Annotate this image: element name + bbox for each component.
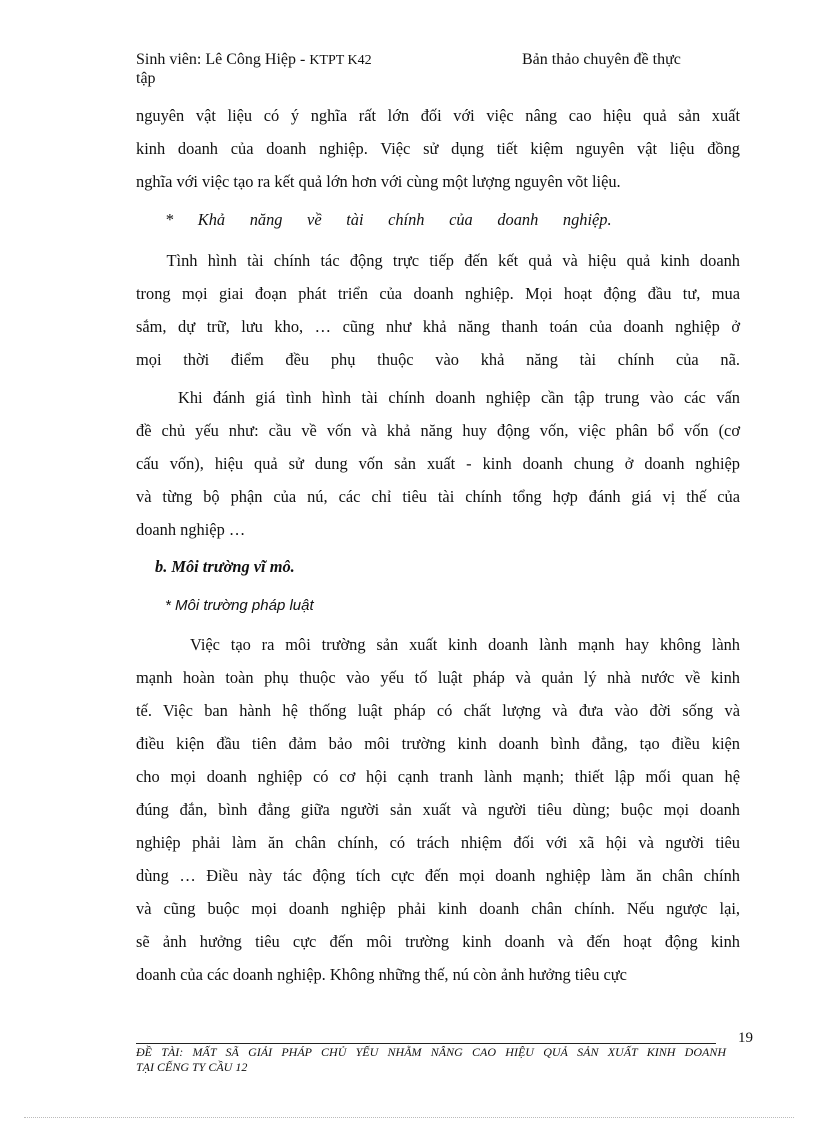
document-type: Bản thảo chuyên đề thực bbox=[522, 51, 681, 68]
document-type-wrap: tập bbox=[136, 70, 156, 87]
paragraph-line: kinh doanh của doanh nghiệp. Việc sử dụng tiết kiệm nguyên vật liệu đồng bbox=[136, 139, 740, 158]
paragraph-line: đề chủ yếu như: cầu về vốn và khả năng huy động vốn, việc phân bổ vốn (cơ bbox=[136, 421, 740, 440]
paragraph-line: mạnh hoàn toàn phụ thuộc vào yếu tố luật pháp và quản lý nhà nước về kinh bbox=[136, 668, 740, 687]
section-heading: b. Môi trường vĩ mô. bbox=[155, 557, 295, 576]
student-label: Sinh viên: Lê Công Hiệp - bbox=[136, 51, 310, 68]
paragraph-line: nghĩa với việc tạo ra kết quả lớn hơn với cùng một lượng nguyên võt liệu. bbox=[136, 172, 621, 191]
paragraph-line: và từng bộ phận của nú, các chỉ tiêu tài chính tổng hợp đánh giá vị thế của bbox=[136, 487, 740, 506]
paragraph-line: cho mọi doanh nghiệp có cơ hội cạnh tranh lành mạnh; thiết lập mối quan hệ bbox=[136, 767, 740, 786]
paragraph-line: nguyên vật liệu có ý nghĩa rất lớn đối với việc nâng cao hiệu quả sản xuất bbox=[136, 106, 740, 125]
paragraph-line: nghiệp phải làm ăn chân chính, có trách nhiệm đối với xã hội và người tiêu bbox=[136, 833, 740, 852]
paragraph-line: doanh nghiệp … bbox=[136, 520, 246, 539]
paragraph-line: Khi đánh giá tình hình tài chính doanh nghiệp cần tập trung vào các vấn bbox=[136, 388, 740, 407]
finance-heading: * Khả năng về tài chính của doanh nghiệp. bbox=[165, 210, 612, 229]
page-edge-divider bbox=[24, 1117, 794, 1118]
paragraph-line: Việc tạo ra môi trường sản xuất kinh doanh lành mạnh hay không lành bbox=[136, 635, 740, 654]
paragraph-line: dùng … Điều này tác động tích cực đến mọi doanh nghiệp làm ăn chân chính bbox=[136, 866, 740, 885]
footer-divider bbox=[136, 1043, 716, 1044]
subsection-heading: * Môi trường pháp luật bbox=[165, 597, 314, 614]
footer-topic-line: ĐỀ TÀI: MẤT SÃ GIẢI PHÁP CHỦ YẾU NHẰM NÂNG CAO HIỆU QUẢ SẢN XUẤT KINH DOANH bbox=[136, 1045, 726, 1059]
footer-topic bbox=[136, 1045, 726, 1075]
paragraph-line: sắm, dự trữ, lưu kho, … cũng như khả năng thanh toán của doanh nghiệp ở bbox=[136, 317, 740, 336]
paragraph-line: doanh của các doanh nghiệp. Không những thế, nú còn ảnh hưởng tiêu cực bbox=[136, 965, 627, 984]
paragraph-line: và cũng buộc mọi doanh nghiệp phải kinh doanh chân chính. Nếu ngược lại, bbox=[136, 899, 740, 918]
footer-topic-line: TẠI CẾNG TY CẦU 12 bbox=[136, 1060, 248, 1074]
student-course: KTPT K42 bbox=[309, 53, 372, 68]
paragraph-line: cấu vốn), hiệu quả sử dung vốn sản xuất - kinh doanh chung ở doanh nghiệp bbox=[136, 454, 740, 473]
paragraph-line: Tình hình tài chính tác động trực tiếp đến kết quả và hiệu quả kinh doanh bbox=[136, 251, 740, 270]
paragraph-line: đúng đắn, bình đẳng giữa người sản xuất và người tiêu dùng; buộc mọi doanh bbox=[136, 800, 740, 819]
paragraph-line: sẽ ảnh hưởng tiêu cực đến môi trường kinh doanh và đến hoạt động kinh bbox=[136, 932, 740, 951]
page-number: 19 bbox=[738, 1030, 753, 1046]
student-info bbox=[136, 50, 372, 70]
paragraph-line: tế. Việc ban hành hệ thống luật pháp có chất lượng và đưa vào đời sống và bbox=[136, 701, 740, 720]
paragraph-line: trong mọi giai đoạn phát triển của doanh nghiệp. Mọi hoạt động đầu tư, mua bbox=[136, 284, 740, 303]
paragraph-line: mọi thời điểm đều phụ thuộc vào khả năng tài chính của nã. bbox=[136, 350, 740, 369]
paragraph-line: điều kiện đầu tiên đảm bảo môi trường kinh doanh bình đẳng, tạo điều kiện bbox=[136, 734, 740, 753]
